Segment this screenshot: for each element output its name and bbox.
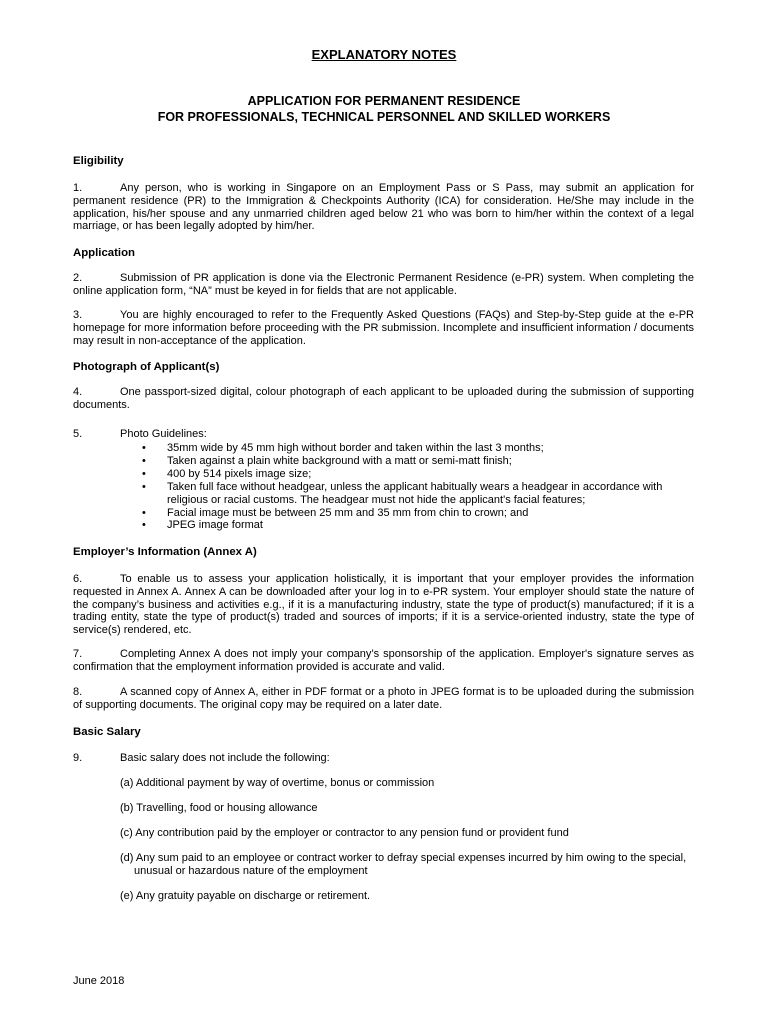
list-item: • Taken against a plain white background with a matt or semi-matt finish;	[142, 454, 512, 467]
paragraph-text: Completing Annex A does not imply your company’s sponsorship of the application. Employer's signature serves as confirmation that the employment information provided is accurate and valid.	[73, 648, 694, 673]
paragraph-6	[73, 573, 694, 637]
heading-basic-salary: Basic Salary	[73, 726, 141, 738]
salary-exclusion-e: (e) Any gratuity payable on discharge or retirement.	[120, 890, 371, 902]
document-subtitle-line-2: FOR PROFESSIONALS, TECHNICAL PERSONNEL AND SKILLED WORKERS	[157, 110, 611, 124]
paragraph-number: 2.	[73, 272, 83, 284]
paragraph-number: 3.	[73, 309, 83, 321]
paragraph-number: 1.	[73, 182, 83, 194]
paragraph-2	[73, 272, 694, 298]
paragraph-1	[73, 182, 694, 233]
paragraph-number: 9.	[73, 752, 83, 764]
salary-exclusion-b: (b) Travelling, food or housing allowance	[120, 802, 318, 814]
bullet-icon: •	[142, 480, 146, 493]
paragraph-5	[73, 428, 694, 441]
list-item: • Taken full face without headgear, unless the applicant habitually wears a headgear in accordance with religious or racial customs. The headgear must not hide the applicant's facial features;	[142, 480, 663, 506]
list-item: • 35mm wide by 45 mm high without border and taken within the last 3 months;	[142, 442, 544, 454]
bullet-icon: •	[142, 519, 146, 532]
bullet-icon: •	[142, 454, 146, 467]
paragraph-number: 5.	[73, 428, 83, 440]
paragraph-text: Photo Guidelines:	[120, 428, 207, 440]
paragraph-text: Submission of PR application is done via the Electronic Permanent Residence (e-PR) system. When completing the online application form, “NA” must be keyed in for fields that are not applicable.	[73, 272, 694, 297]
paragraph-text: A scanned copy of Annex A, either in PDF format or a photo in JPEG format is to be uploaded during the submission of supporting documents. The original copy may be required on a later date.	[73, 686, 694, 711]
bullet-icon: •	[142, 506, 146, 519]
paragraph-text: To enable us to assess your application holistically, it is important that your employer provides the information requested in Annex A. Annex A can be downloaded after your log in to e-PR system. Your employer should state the nature of the company’s business and activities e.g., if it is a manufacturing industry, state the type of product(s) manufactured; if it is a trading entity, state the type of product(s) traded and sources of imports; if it is a service-oriented industry, state the type of service(s) rendered, etc.	[73, 573, 694, 637]
paragraph-number: 4.	[73, 386, 83, 398]
heading-application: Application	[73, 247, 136, 259]
paragraph-8	[73, 686, 694, 712]
list-item: • Facial image must be between 25 mm and 35 mm from chin to crown; and	[142, 506, 529, 519]
bullet-icon: •	[142, 467, 146, 480]
paragraph-number: 6.	[73, 573, 83, 585]
salary-exclusion-a: (a) Additional payment by way of overtime, bonus or commission	[120, 777, 435, 789]
paragraph-4	[73, 386, 694, 412]
paragraph-3	[73, 309, 694, 347]
salary-exclusion-d: (d) Any sum paid to an employee or contract worker to defray special expenses incurred by him owing to the special, unusual or hazardous nature of the employment	[120, 852, 687, 877]
photo-guidelines-list	[120, 442, 695, 532]
heading-photograph: Photograph of Applicant(s)	[73, 361, 220, 373]
paragraph-number: 8.	[73, 686, 83, 698]
paragraph-9	[73, 752, 694, 765]
salary-exclusion-c: (c) Any contribution paid by the employer or contractor to any pension fund or provident fund	[120, 827, 569, 839]
bullet-icon: •	[142, 442, 146, 454]
paragraph-text: You are highly encouraged to refer to the Frequently Asked Questions (FAQs) and Step-by-Step guide at the e-PR homepage for more information before proceeding with the PR submission. Incomplete and insufficient information / documents may result in non-acceptance of the application.	[73, 309, 694, 347]
document-subtitle-line-1: APPLICATION FOR PERMANENT RESIDENCE	[247, 94, 521, 108]
list-item: • JPEG image format	[142, 519, 263, 532]
paragraph-text: One passport-sized digital, colour photograph of each applicant to be uploaded during the submission of supporting documents.	[73, 386, 694, 411]
list-item: • 400 by 514 pixels image size;	[142, 467, 312, 480]
paragraph-number: 7.	[73, 648, 83, 660]
heading-employer-information: Employer’s Information (Annex A)	[73, 546, 257, 558]
paragraph-text: Any person, who is working in Singapore on an Employment Pass or S Pass, may submit an application for permanent residence (PR) to the Immigration & Checkpoints Authority (ICA) for consideration. He/She may include in the application, his/her spouse and any unmarried children aged below 21 who was born to him/her within the context of a legal marriage, or has been legally adopted by him/her.	[73, 182, 694, 233]
document-title: EXPLANATORY NOTES	[311, 47, 457, 62]
footer-date: June 2018	[73, 975, 125, 987]
heading-eligibility: Eligibility	[73, 155, 124, 167]
paragraph-7	[73, 648, 694, 674]
paragraph-text: Basic salary does not include the following:	[120, 752, 330, 764]
